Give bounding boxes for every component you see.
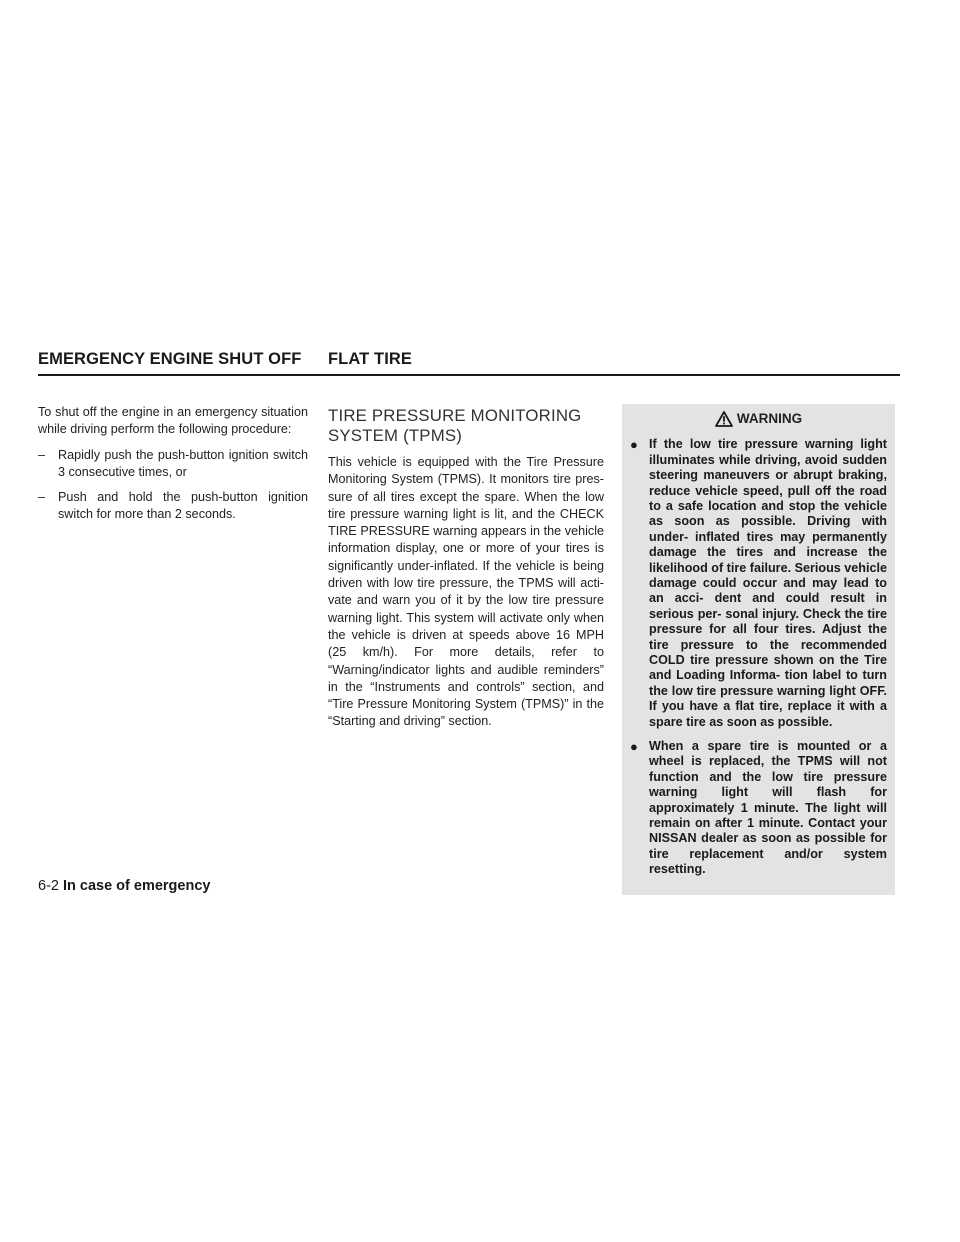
page-footer bbox=[38, 878, 210, 894]
section-header-flat-tire: FLAT TIRE bbox=[328, 350, 412, 368]
warning-item: ● When a spare tire is mounted or a wheel is replaced, the TPMS will not function and the low tire pressure warning light will flash for approximately 1 minute. The light will remain on after 1 minute. Contact your NISSAN dealer as soon as possible for tire replacement and/or system resetting. bbox=[630, 739, 887, 877]
warning-title: WARNING bbox=[630, 410, 887, 427]
column-tpms bbox=[328, 404, 604, 739]
footer-section-title: In case of emergency bbox=[62, 878, 211, 894]
tpms-paragraph: This vehicle is equipped with the Tire Pressure Monitoring System (TPMS). It monitors tire pres- sure of all tires except the spare. When the low tire pressure warning light is lit, and the CHECK TIRE PRESSURE warning appears in the vehicle information display, one or more of your tires is significantly under-inflated. If the vehicle is being driven with low tire pressure, the TPMS will acti- vate and warn you of it by the low tire pressure warning light. This system will activate only when the vehicle is driven at speeds above 16 MPH (25 km/h). For more details, refer to “Warning/indicator lights and audible reminders” in the “Instruments and controls” section, and “Tire Pressure Monitoring System (TPMS)” in the “Starting and driving” section. bbox=[328, 455, 604, 729]
section-header-emergency-engine-shut-off: EMERGENCY ENGINE SHUT OFF bbox=[38, 350, 302, 368]
warning-triangle-icon bbox=[715, 411, 733, 427]
header-rule bbox=[38, 374, 900, 376]
intro-paragraph: To shut off the engine in an emergency situation while driving perform the following procedure: bbox=[38, 405, 308, 437]
page-number: 6-2 bbox=[38, 878, 59, 894]
list-item: – Rapidly push the push-button ignition switch 3 consecutive times, or bbox=[38, 447, 308, 479]
list-item: – Push and hold the push-button ignition switch for more than 2 seconds. bbox=[38, 490, 308, 522]
subheading-tpms: TIRE PRESSURE MONITORING SYSTEM (TPMS) bbox=[328, 406, 582, 445]
column-emergency-shut-off bbox=[38, 404, 308, 532]
warning-item: ● If the low tire pressure warning light illuminates while driving, avoid sudden steering maneuvers or abrupt braking, reduce vehicle speed, pull off the road to a safe location and stop the vehicle as soon as possible. Driving with under- inflated tires may permanently damage the tires and increase the likelihood of tire failure. Serious vehicle damage could occur and may lead to an acci- dent and could result in serious per- sonal injury. Check the tire pressure for all four tires. Adjust the tire pressure to the recommended COLD tire pressure shown on the Tire and Loading Informa- tion label to turn the low tire pressure warning light OFF. If you have a flat tire, replace it with a spare tire as soon as possible. bbox=[630, 437, 887, 729]
warning-box bbox=[622, 404, 895, 895]
